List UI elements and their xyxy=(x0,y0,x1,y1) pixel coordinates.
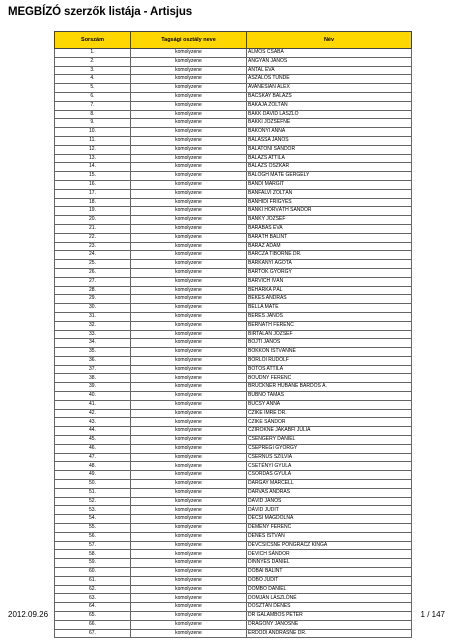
cell-number: 60. xyxy=(55,568,131,577)
cell-number: 35. xyxy=(55,348,131,357)
cell-name: DEMÉNY FERENC xyxy=(247,524,412,533)
cell-name: CSERNUS SZILVIA xyxy=(247,453,412,462)
cell-name: BAKKI JÓZSEFNÉ xyxy=(247,119,412,128)
cell-membership-class: komolyzene xyxy=(131,506,247,515)
cell-name: AVANESIAN ALEX xyxy=(247,84,412,93)
cell-membership-class: komolyzene xyxy=(131,251,247,260)
cell-membership-class: komolyzene xyxy=(131,339,247,348)
cell-number: 22. xyxy=(55,233,131,242)
cell-name: CZIKE SÁNDOR xyxy=(247,418,412,427)
table-row xyxy=(55,550,412,559)
cell-name: BALASSA JÁNOS xyxy=(247,136,412,145)
cell-number: 26. xyxy=(55,268,131,277)
cell-membership-class: komolyzene xyxy=(131,550,247,559)
cell-number: 21. xyxy=(55,224,131,233)
cell-number: 29. xyxy=(55,295,131,304)
cell-number: 16. xyxy=(55,180,131,189)
cell-name: BOJTI JÁNOS xyxy=(247,339,412,348)
cell-number: 40. xyxy=(55,392,131,401)
table-row xyxy=(55,532,412,541)
table-row xyxy=(55,594,412,603)
cell-number: 65. xyxy=(55,612,131,621)
table-row xyxy=(55,233,412,242)
column-header-number: Sorszám xyxy=(55,32,131,49)
table-row xyxy=(55,462,412,471)
cell-name: BALÁZS OSZKÁR xyxy=(247,163,412,172)
cell-name: DÉNES ISTVÁN xyxy=(247,532,412,541)
cell-membership-class: komolyzene xyxy=(131,471,247,480)
cell-membership-class: komolyzene xyxy=(131,75,247,84)
cell-membership-class: komolyzene xyxy=(131,374,247,383)
table-row xyxy=(55,251,412,260)
table-row xyxy=(55,603,412,612)
cell-number: 12. xyxy=(55,145,131,154)
cell-name: BOUDNY FERENC xyxy=(247,374,412,383)
cell-membership-class: komolyzene xyxy=(131,145,247,154)
cell-membership-class: komolyzene xyxy=(131,84,247,93)
cell-number: 33. xyxy=(55,330,131,339)
cell-name: DOMJÁN LÁSZLÓNÉ xyxy=(247,594,412,603)
cell-number: 20. xyxy=(55,216,131,225)
cell-number: 39. xyxy=(55,383,131,392)
table-row xyxy=(55,75,412,84)
table-row xyxy=(55,620,412,629)
cell-membership-class: komolyzene xyxy=(131,242,247,251)
table-row xyxy=(55,330,412,339)
table-row xyxy=(55,57,412,66)
table-row xyxy=(55,383,412,392)
cell-name: BARTÓK GYÖRGY xyxy=(247,268,412,277)
cell-number: 17. xyxy=(55,189,131,198)
table-row xyxy=(55,84,412,93)
cell-name: CSEPREGI GYÖRGY xyxy=(247,444,412,453)
table-row xyxy=(55,409,412,418)
cell-number: 3. xyxy=(55,66,131,75)
cell-name: DEVCSICSNÉ PONGRÁCZ KINGA xyxy=(247,541,412,550)
cell-membership-class: komolyzene xyxy=(131,136,247,145)
table-row xyxy=(55,260,412,269)
cell-name: BARVICH IVÁN xyxy=(247,277,412,286)
cell-membership-class: komolyzene xyxy=(131,568,247,577)
cell-name: CSORDÁS GYULA xyxy=(247,471,412,480)
footer-date: 2012.09.26 xyxy=(8,610,49,619)
cell-name: CSETÉNYI GYULA xyxy=(247,462,412,471)
table-row xyxy=(55,392,412,401)
cell-number: 53. xyxy=(55,506,131,515)
cell-membership-class: komolyzene xyxy=(131,268,247,277)
cell-name: CZIKE IMRE DR. xyxy=(247,409,412,418)
table-row xyxy=(55,207,412,216)
cell-name: ASZALÓS TÜNDE xyxy=(247,75,412,84)
cell-membership-class: komolyzene xyxy=(131,277,247,286)
cell-name: BUBNÓ TAMÁS xyxy=(247,392,412,401)
table-row xyxy=(55,216,412,225)
cell-number: 55. xyxy=(55,524,131,533)
cell-number: 49. xyxy=(55,471,131,480)
cell-membership-class: komolyzene xyxy=(131,163,247,172)
table-row xyxy=(55,295,412,304)
cell-number: 15. xyxy=(55,172,131,181)
cell-name: ÁLMOS CSABA xyxy=(247,49,412,58)
cell-number: 58. xyxy=(55,550,131,559)
cell-name: BÁNDI MARGIT xyxy=(247,180,412,189)
table-row xyxy=(55,418,412,427)
cell-name: BARCZA TIBORNÉ DR. xyxy=(247,251,412,260)
table-row xyxy=(55,92,412,101)
cell-number: 48. xyxy=(55,462,131,471)
table-row xyxy=(55,312,412,321)
table-row xyxy=(55,172,412,181)
table-row xyxy=(55,480,412,489)
table-row xyxy=(55,348,412,357)
cell-number: 52. xyxy=(55,497,131,506)
cell-name: BORLÓI RUDOLF xyxy=(247,356,412,365)
cell-membership-class: komolyzene xyxy=(131,541,247,550)
cell-membership-class: komolyzene xyxy=(131,286,247,295)
table-row xyxy=(55,356,412,365)
cell-membership-class: komolyzene xyxy=(131,392,247,401)
cell-number: 43. xyxy=(55,418,131,427)
table-row xyxy=(55,136,412,145)
cell-name: DOBÓ JUDIT xyxy=(247,576,412,585)
table-row xyxy=(55,629,412,638)
table-row xyxy=(55,163,412,172)
cell-number: 2. xyxy=(55,57,131,66)
table-row xyxy=(55,471,412,480)
cell-membership-class: komolyzene xyxy=(131,612,247,621)
cell-name: DÁVID JUDIT xyxy=(247,506,412,515)
table-row xyxy=(55,497,412,506)
cell-membership-class: komolyzene xyxy=(131,576,247,585)
cell-membership-class: komolyzene xyxy=(131,207,247,216)
table-row xyxy=(55,365,412,374)
cell-number: 6. xyxy=(55,92,131,101)
cell-number: 37. xyxy=(55,365,131,374)
cell-membership-class: komolyzene xyxy=(131,497,247,506)
cell-name: BAKK DÁVID LÁSZLÓ xyxy=(247,110,412,119)
cell-number: 8. xyxy=(55,110,131,119)
cell-name: ÁNGYÁN JÁNOS xyxy=(247,57,412,66)
cell-membership-class: komolyzene xyxy=(131,233,247,242)
cell-name: CSENGERY DÁNIEL xyxy=(247,436,412,445)
cell-number: 11. xyxy=(55,136,131,145)
table-row xyxy=(55,66,412,75)
table-row xyxy=(55,453,412,462)
cell-name: DÁVID JÁNOS xyxy=(247,497,412,506)
cell-name: ANTAL ÉVA xyxy=(247,66,412,75)
table-row xyxy=(55,286,412,295)
cell-number: 67. xyxy=(55,629,131,638)
cell-membership-class: komolyzene xyxy=(131,418,247,427)
cell-number: 32. xyxy=(55,321,131,330)
cell-membership-class: komolyzene xyxy=(131,224,247,233)
cell-name: BARABÁS ÉVA xyxy=(247,224,412,233)
cell-number: 31. xyxy=(55,312,131,321)
table-body xyxy=(55,49,412,638)
cell-number: 19. xyxy=(55,207,131,216)
cell-number: 27. xyxy=(55,277,131,286)
cell-membership-class: komolyzene xyxy=(131,524,247,533)
cell-membership-class: komolyzene xyxy=(131,330,247,339)
cell-membership-class: komolyzene xyxy=(131,488,247,497)
cell-name: CZIRÓKNÉ JAKABFI JÚLIA xyxy=(247,427,412,436)
cell-name: DOMBÓ DÁNIEL xyxy=(247,585,412,594)
cell-membership-class: komolyzene xyxy=(131,321,247,330)
cell-membership-class: komolyzene xyxy=(131,189,247,198)
table-row xyxy=(55,189,412,198)
table-row xyxy=(55,400,412,409)
cell-name: BÁNFALVI ZOLTÁN xyxy=(247,189,412,198)
table-row xyxy=(55,198,412,207)
cell-name: DARVAS ANDRÁS xyxy=(247,488,412,497)
cell-membership-class: komolyzene xyxy=(131,128,247,137)
table-row xyxy=(55,110,412,119)
cell-name: BÉKÉS ANDRÁS xyxy=(247,295,412,304)
cell-number: 9. xyxy=(55,119,131,128)
column-header-name: Név xyxy=(247,32,412,49)
table-row xyxy=(55,242,412,251)
table-header-row xyxy=(55,32,412,49)
cell-number: 13. xyxy=(55,154,131,163)
cell-membership-class: komolyzene xyxy=(131,383,247,392)
cell-number: 47. xyxy=(55,453,131,462)
cell-number: 34. xyxy=(55,339,131,348)
cell-number: 63. xyxy=(55,594,131,603)
cell-name: DEVICH SÁNDOR xyxy=(247,550,412,559)
table-row xyxy=(55,304,412,313)
cell-number: 14. xyxy=(55,163,131,172)
page-title: MEGBÍZÓ szerzők listája - Artisjus xyxy=(8,6,193,18)
table-row xyxy=(55,374,412,383)
cell-membership-class: komolyzene xyxy=(131,365,247,374)
cell-number: 54. xyxy=(55,515,131,524)
cell-number: 1. xyxy=(55,49,131,58)
cell-membership-class: komolyzene xyxy=(131,629,247,638)
cell-membership-class: komolyzene xyxy=(131,356,247,365)
cell-name: BERNÁTH FERENC xyxy=(247,321,412,330)
table-row xyxy=(55,612,412,621)
cell-membership-class: komolyzene xyxy=(131,409,247,418)
cell-name: BALATONI SÁNDOR xyxy=(247,145,412,154)
cell-number: 5. xyxy=(55,84,131,93)
cell-membership-class: komolyzene xyxy=(131,260,247,269)
cell-membership-class: komolyzene xyxy=(131,620,247,629)
table-row xyxy=(55,515,412,524)
cell-name: BÁNHIDI FRIGYES xyxy=(247,198,412,207)
cell-number: 42. xyxy=(55,409,131,418)
cell-name: DOSZTÁN DÉNES xyxy=(247,603,412,612)
authors-table xyxy=(54,31,412,638)
column-header-membership-class: Tagsági osztály neve xyxy=(131,32,247,49)
table-row xyxy=(55,128,412,137)
table-row xyxy=(55,154,412,163)
cell-name: BÁNKY JÓZSEF xyxy=(247,216,412,225)
table-row xyxy=(55,436,412,445)
cell-membership-class: komolyzene xyxy=(131,400,247,409)
cell-membership-class: komolyzene xyxy=(131,444,247,453)
cell-number: 62. xyxy=(55,585,131,594)
table-row xyxy=(55,180,412,189)
cell-name: BALOGH MÁTÉ GERGELY xyxy=(247,172,412,181)
table-row xyxy=(55,506,412,515)
cell-membership-class: komolyzene xyxy=(131,304,247,313)
cell-membership-class: komolyzene xyxy=(131,154,247,163)
cell-number: 56. xyxy=(55,532,131,541)
cell-number: 45. xyxy=(55,436,131,445)
cell-membership-class: komolyzene xyxy=(131,172,247,181)
cell-number: 41. xyxy=(55,400,131,409)
cell-membership-class: komolyzene xyxy=(131,427,247,436)
cell-membership-class: komolyzene xyxy=(131,180,247,189)
cell-name: BRÜCKNER HUBÁNÉ BÁRDOS Á. xyxy=(247,383,412,392)
cell-membership-class: komolyzene xyxy=(131,57,247,66)
cell-membership-class: komolyzene xyxy=(131,480,247,489)
cell-number: 64. xyxy=(55,603,131,612)
cell-membership-class: komolyzene xyxy=(131,585,247,594)
cell-membership-class: komolyzene xyxy=(131,49,247,58)
cell-name: DOBAI BÁLINT xyxy=(247,568,412,577)
cell-membership-class: komolyzene xyxy=(131,603,247,612)
table-row xyxy=(55,524,412,533)
table-row xyxy=(55,585,412,594)
cell-name: BÁCSKAY BALÁZS xyxy=(247,92,412,101)
cell-name: BAKONYI ANNA xyxy=(247,128,412,137)
table-row xyxy=(55,427,412,436)
table-row xyxy=(55,101,412,110)
cell-number: 61. xyxy=(55,576,131,585)
cell-membership-class: komolyzene xyxy=(131,216,247,225)
cell-number: 59. xyxy=(55,559,131,568)
cell-number: 46. xyxy=(55,444,131,453)
table-row xyxy=(55,268,412,277)
cell-name: BOKKON ISTVÁNNÉ xyxy=(247,348,412,357)
cell-membership-class: komolyzene xyxy=(131,66,247,75)
table-row xyxy=(55,321,412,330)
cell-name: BALÁZS ATTILA xyxy=(247,154,412,163)
cell-name: DINNYÉS DÁNIEL xyxy=(247,559,412,568)
cell-number: 44. xyxy=(55,427,131,436)
cell-number: 23. xyxy=(55,242,131,251)
table-row xyxy=(55,277,412,286)
cell-number: 7. xyxy=(55,101,131,110)
cell-number: 24. xyxy=(55,251,131,260)
cell-membership-class: komolyzene xyxy=(131,559,247,568)
cell-name: BAKAJA ZOLTÁN xyxy=(247,101,412,110)
cell-membership-class: komolyzene xyxy=(131,101,247,110)
table-row xyxy=(55,119,412,128)
cell-number: 38. xyxy=(55,374,131,383)
footer-page-number: 1 / 147 xyxy=(420,610,445,619)
table-row xyxy=(55,568,412,577)
table-row xyxy=(55,444,412,453)
cell-membership-class: komolyzene xyxy=(131,110,247,119)
cell-name: DR GALAMBOS PÉTER xyxy=(247,612,412,621)
cell-membership-class: komolyzene xyxy=(131,436,247,445)
cell-number: 30. xyxy=(55,304,131,313)
cell-number: 25. xyxy=(55,260,131,269)
cell-number: 36. xyxy=(55,356,131,365)
table-row xyxy=(55,488,412,497)
cell-name: BELLA MÁTÉ xyxy=(247,304,412,313)
cell-membership-class: komolyzene xyxy=(131,515,247,524)
cell-number: 50. xyxy=(55,480,131,489)
cell-membership-class: komolyzene xyxy=(131,348,247,357)
cell-membership-class: komolyzene xyxy=(131,532,247,541)
cell-number: 18. xyxy=(55,198,131,207)
cell-name: ERDŐDI ANDRÁSNÉ DR. xyxy=(247,629,412,638)
cell-membership-class: komolyzene xyxy=(131,594,247,603)
cell-name: BEHARKA PÁL xyxy=(247,286,412,295)
cell-name: DECSI MAGDOLNA xyxy=(247,515,412,524)
cell-name: BÁNKI HORVÁTH SÁNDOR xyxy=(247,207,412,216)
cell-name: BÁRKÁNYI ÁGOTA xyxy=(247,260,412,269)
cell-number: 51. xyxy=(55,488,131,497)
cell-membership-class: komolyzene xyxy=(131,295,247,304)
cell-membership-class: komolyzene xyxy=(131,462,247,471)
cell-number: 28. xyxy=(55,286,131,295)
cell-name: BIRTALAN JÓZSEF xyxy=(247,330,412,339)
cell-membership-class: komolyzene xyxy=(131,92,247,101)
table-row xyxy=(55,224,412,233)
cell-number: 4. xyxy=(55,75,131,84)
cell-name: DARGAY MARCELL xyxy=(247,480,412,489)
table-row xyxy=(55,49,412,58)
table-row xyxy=(55,576,412,585)
table-row xyxy=(55,559,412,568)
table-row xyxy=(55,541,412,550)
cell-membership-class: komolyzene xyxy=(131,198,247,207)
table-row xyxy=(55,339,412,348)
cell-number: 66. xyxy=(55,620,131,629)
cell-number: 57. xyxy=(55,541,131,550)
cell-name: BARÁTH BÁLINT xyxy=(247,233,412,242)
cell-membership-class: komolyzene xyxy=(131,312,247,321)
table-row xyxy=(55,145,412,154)
cell-membership-class: komolyzene xyxy=(131,453,247,462)
cell-number: 10. xyxy=(55,128,131,137)
cell-name: BARÁZ ÁDÁM xyxy=(247,242,412,251)
cell-name: DRAGONY JÁNOSNÉ xyxy=(247,620,412,629)
cell-name: BUCSY ANNA xyxy=(247,400,412,409)
cell-name: BÉRES JÁNOS xyxy=(247,312,412,321)
cell-membership-class: komolyzene xyxy=(131,119,247,128)
cell-name: BOTOS ATTILA xyxy=(247,365,412,374)
